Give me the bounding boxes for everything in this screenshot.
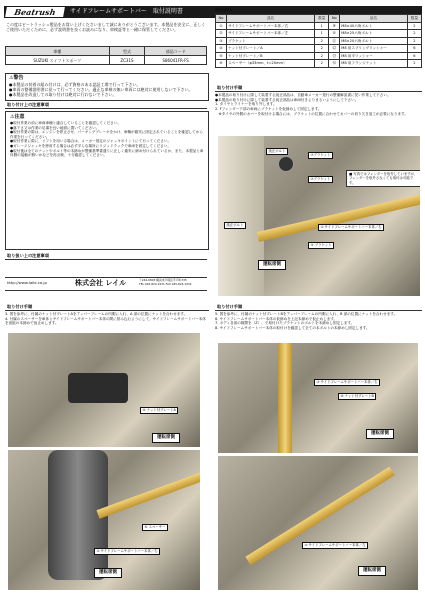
intro-text: この度はビートラッシュ製品をお買い上げくださいまして誠にありがとうございます。本製品を安全に、正しくご使用いただくために、必ず説明書を良くお読みになり、車検証等と一緒に保管してください。 <box>6 22 206 32</box>
fender-area <box>218 136 264 296</box>
driver-side-badge-2: 運転席側 <box>152 433 180 443</box>
driver-side-badge-4: 運転席側 <box>366 429 394 439</box>
support-bar-shape <box>257 194 420 242</box>
table-row: ⑥ スペーサー（φ33mm、t=20mm） 2 ⑭ M8 用フランジナット 2 <box>216 60 422 68</box>
table-row: ⑤ ナット付プレート／B 2 ⑬ M8 用平ワッシャー 6 <box>216 52 422 60</box>
warning-title: ⚠警告 <box>9 75 24 81</box>
driver-side-badge-3: 運転席側 <box>94 568 122 578</box>
install-photo-2 <box>8 333 200 447</box>
footer-url[interactable]: http://www.laile.co.jp <box>7 280 47 285</box>
product-type: ZC31S <box>109 56 145 65</box>
section-heading-procedure-right2: 取り付け手順 <box>215 303 422 311</box>
frame-shape <box>68 373 128 403</box>
parts-col-name: 品名 <box>226 15 314 23</box>
support-bar-shape-3 <box>245 467 394 566</box>
table-row: ② サイドフレームサポートバー本体／左 1 ⑩ M8×25六角ボルト 2 <box>216 30 422 38</box>
section-heading-handling-notes: 取り扱い上の注意事項 <box>5 252 207 260</box>
handling-gap <box>5 261 207 275</box>
parts-col-name2: 品名 <box>340 15 408 23</box>
bracket-label-2: ③ ブラケット <box>308 242 334 249</box>
parts-col-qty: 数量 <box>315 15 329 23</box>
install-photo-1 <box>218 136 420 296</box>
install-photo-3 <box>8 450 200 590</box>
section-heading-procedure-left: 取り付け手順 <box>5 303 209 311</box>
warning-icon: ⚠ <box>9 75 14 81</box>
procedure-2-text: 3. 図を参考に、付属のナット付プレートAをアッパーフレームの内側に入れ、A 部の位置にナットを合わせます。 4. 付属のスペーサーを車体とサイドフレームサポートバー本体の間に挟み込むようにして、サイドフレームサポートバー本体を仮組の本締めで仮止めします。 <box>5 312 206 326</box>
footer-address: 〒244-0803 横浜市戸塚区平戸町335 <box>139 278 187 282</box>
spacer-label: ⑥ スペーサー <box>142 524 168 531</box>
footer-company: 株式会社 レイル <box>75 279 127 287</box>
bracket-label-lower: ⑦ブラケット <box>308 176 333 183</box>
bar-label-left: ② サイドフレームサポートバー本体／左 <box>302 542 368 549</box>
footer-tel: TEL.045-824-1931 FAX.045-824-1932 <box>139 282 192 286</box>
caution-icon: ⚠ <box>10 114 15 120</box>
install-photo-4 <box>218 343 418 453</box>
driver-side-badge-5: 運転席側 <box>358 566 386 576</box>
product-code: S86041FR-FS <box>145 56 207 65</box>
bar-label-right: ① サイドフレームサポートバー本体／右 <box>318 224 384 231</box>
plate-b-label: ⑤ ナット付プレートB <box>338 393 376 400</box>
parts-heading: 構成部品 <box>215 7 232 12</box>
product-header-code: 部品コード <box>145 47 207 56</box>
bolt-label-lower: 純正ボルト <box>224 222 246 229</box>
plate-a-label: ④ ナット付プレートA <box>140 407 178 414</box>
table-row: ③ ブラケット 2 ⑪ M8×20六角ボルト 2 <box>216 37 422 45</box>
support-bar-shape-2 <box>96 469 200 518</box>
section-heading-procedure: 取り付け手順 <box>215 84 422 92</box>
fender-note: ■ 写真ではフェンダーを取外していますが、フェンダーを取外さなくても取付は可能です。 <box>346 170 420 187</box>
caution-text: ●取付作業の前に車両車種と適合していることを確認してください。 ●落下さ又は作業の足場を良い地面に置いてください。 ●取付作業の際は、エンジンを停止させ、パーキングブレーキをかけ、車輌が確実に固定されていることを確認してから作業を行ってください。 ●取付作業に際に、リフトを用いる場合は、メーカー指定のジャッキポイントにて行ってください。 ●ガレージジャッキを使用する場合は必ず平らな場所にリジッドラックで車両を固定してください。 ●取付後は全てのナットやボルト等の本締めが整備基準書通りに正しく確実に締め付けられているか、また、本製品と車体側の接触が無いかなどを再点検、十分確認してください。 <box>10 121 204 158</box>
footer <box>5 277 207 291</box>
install-photo-5 <box>218 456 418 590</box>
document-title: サイドフレームサポートバー 取付説明書 <box>70 8 183 15</box>
product-model: SUZUKI スイフトスポーツ <box>6 56 110 65</box>
pillar-shape <box>278 343 292 453</box>
bar-label-3: ① サイドフレームサポートバー本体／右 <box>314 379 380 386</box>
section-heading-install-notes: 取り付け上の注意事項 <box>5 101 207 109</box>
bolt-shape <box>278 156 294 172</box>
parts-table <box>215 14 422 68</box>
procedure-3-text: 5. 図を参考に、付属のナット付プレートBをアッパーフレームの内側に入れ、B 部の位置にナットを合わせます。 6. サイドフレームサポートバー本体の仮締めを上記本締めで仮止めします。 7. ボディ各部の隙間を（Z）、で取付けたブラケットのボルトを本締めし固定します。 8. サイドフレームサポートバー本体の取付けを確認して全ての本ボルトの本締めし固定します。 <box>215 312 398 331</box>
caution-title: ⚠注意 <box>10 114 25 120</box>
caution-box-install <box>5 111 209 250</box>
table-row: ④ ナット付プレート／A 2 ⑫ M8 用スプリングワッシャー 6 <box>216 45 422 53</box>
warning-box <box>5 73 209 101</box>
bar-label-2: ① サイドフレームサポートバー本体／右 <box>94 548 160 555</box>
procedure-1-text: ●本製品の取り付けに際して装着する純正部品は、自動車メーカー発行の整備解説書に従い作業して下さい。 ●本製品の取り付けに際して装着する純正部品は車両付きよりまるいようにして下さい。 1. タイヤとライナーを取り外します。 2. Fフェンダー下部の車両にブラケットを仮締めして固定します。 ※タイヤの外側のカバーを取付ける場合には、ブラケットの位置に合わせてカバーの切り欠き加工が必要になります。 <box>215 93 408 116</box>
parts-col-no2: No <box>329 15 340 23</box>
parts-col-qty2: 数量 <box>407 15 421 23</box>
warning-text: ●本製品の装着の組み付けは、必ず資格のある認証工場で行って下さい。 ●車両の整備説明書に従って行ってください。適正な車検の無い車両には絶対に使用しないで下さい。 ●本製品を改造しての取り付けは絶対に行わないで下さい。 <box>9 82 193 97</box>
table-row: ① サイドフレームサポートバー本体／右 1 ⑨ M8×40六角ボルト 2 <box>216 22 422 30</box>
bolt-label: 純正ボルト <box>266 148 288 155</box>
driver-side-badge: 運転席側 <box>258 260 286 270</box>
brand-logo: Beatrush <box>5 7 65 17</box>
product-header-type: 型式 <box>109 47 145 56</box>
product-header-model: 車種 <box>6 47 110 56</box>
product-table <box>5 46 207 65</box>
parts-col-no: No <box>216 15 227 23</box>
bracket-label: ⑦ブラケット <box>308 152 333 159</box>
